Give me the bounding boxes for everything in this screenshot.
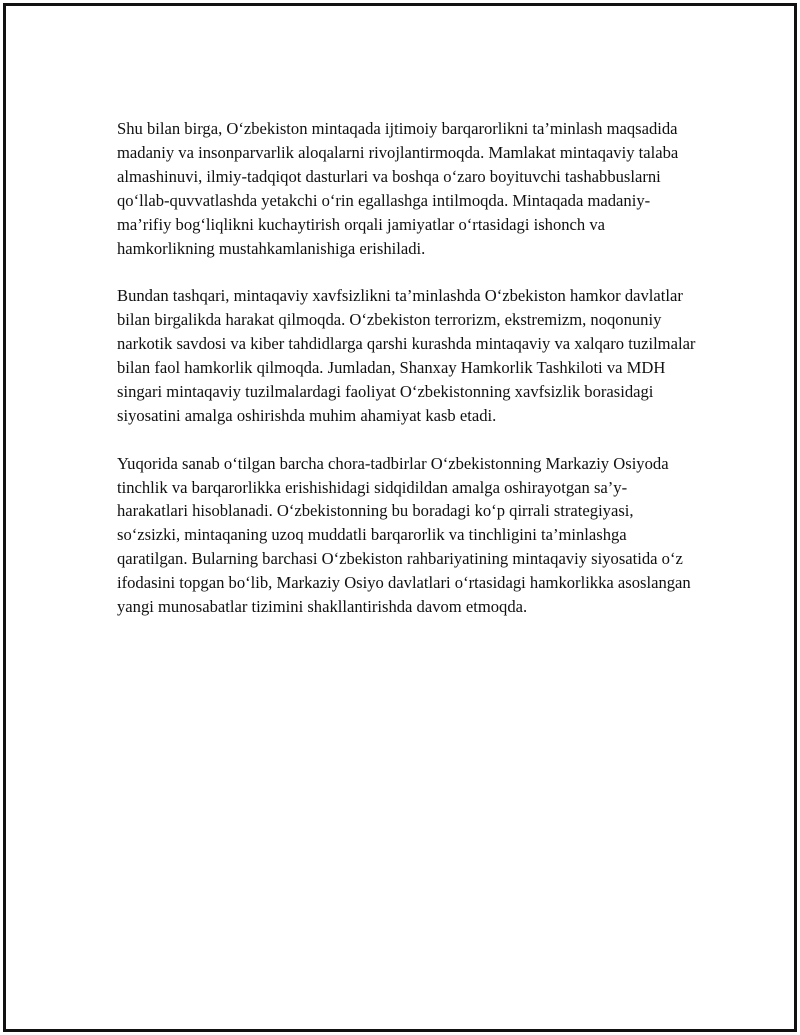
paragraph-2: Bundan tashqari, mintaqaviy xavfsizlikni ta’minlashda O‘zbekiston hamkor davlatlar bilan birgalikda harakat qilmoqda. O‘zbekiston terrorizm, ekstremizm, noqonuniy narkotik savdosi va kiber tahdidlarga qarshi kurashda mintaqaviy va xalqaro tuzilmalar bilan faol hamkorlik qilmoqda. Jumladan, Shanxay Hamkorlik Tashkiloti va MDH singari mintaqaviy tuzilmalardagi faoliyat O‘zbekistonning xavfsizlik borasidagi siyosatini amalga oshirishda muhim ahamiyat kasb etadi. [117,286,696,425]
document-body [117,117,697,643]
paragraph-3: Yuqorida sanab o‘tilgan barcha chora-tadbirlar O‘zbekistonning Markaziy Osiyoda tinchlik va barqarorlikka erishishidagi sidqidildan amalga oshirayotgan sa’y-harakatlari hisoblanadi. O‘zbekistonning bu boradagi ko‘p qirrali strategiyasi, so‘zsizki, mintaqaning uzoq muddatli barqarorlik va tinchligini ta’minlashga qaratilgan. Bularning barchasi O‘zbekiston rahbariyatining mintaqaviy siyosatida o‘z ifodasini topgan bo‘lib, Markaziy Osiyo davlatlari o‘rtasidagi hamkorlikka asoslangan yangi munosabatlar tizimini shakllantirishda davom etmoqda. [117,453,691,617]
paragraph-1: Shu bilan birga, O‘zbekiston mintaqada ijtimoiy barqarorlikni ta’minlash maqsadida madaniy va insonparvarlik aloqalarni rivojlantirmoqda. Mamlakat mintaqaviy talaba almashinuvi, ilmiy-tadqiqot dasturlari va boshqa o‘zaro boyituvchi tashabbuslarni qo‘llab-quvvatlashda yetakchi o‘rin egallashga intilmoqda. Mintaqada madaniy-ma’rifiy bog‘liqlikni kuchaytirish orqali jamiyatlar o‘rtasidagi ishonch va hamkorlikning mustahkamlanishiga erishiladi. [117,119,679,258]
